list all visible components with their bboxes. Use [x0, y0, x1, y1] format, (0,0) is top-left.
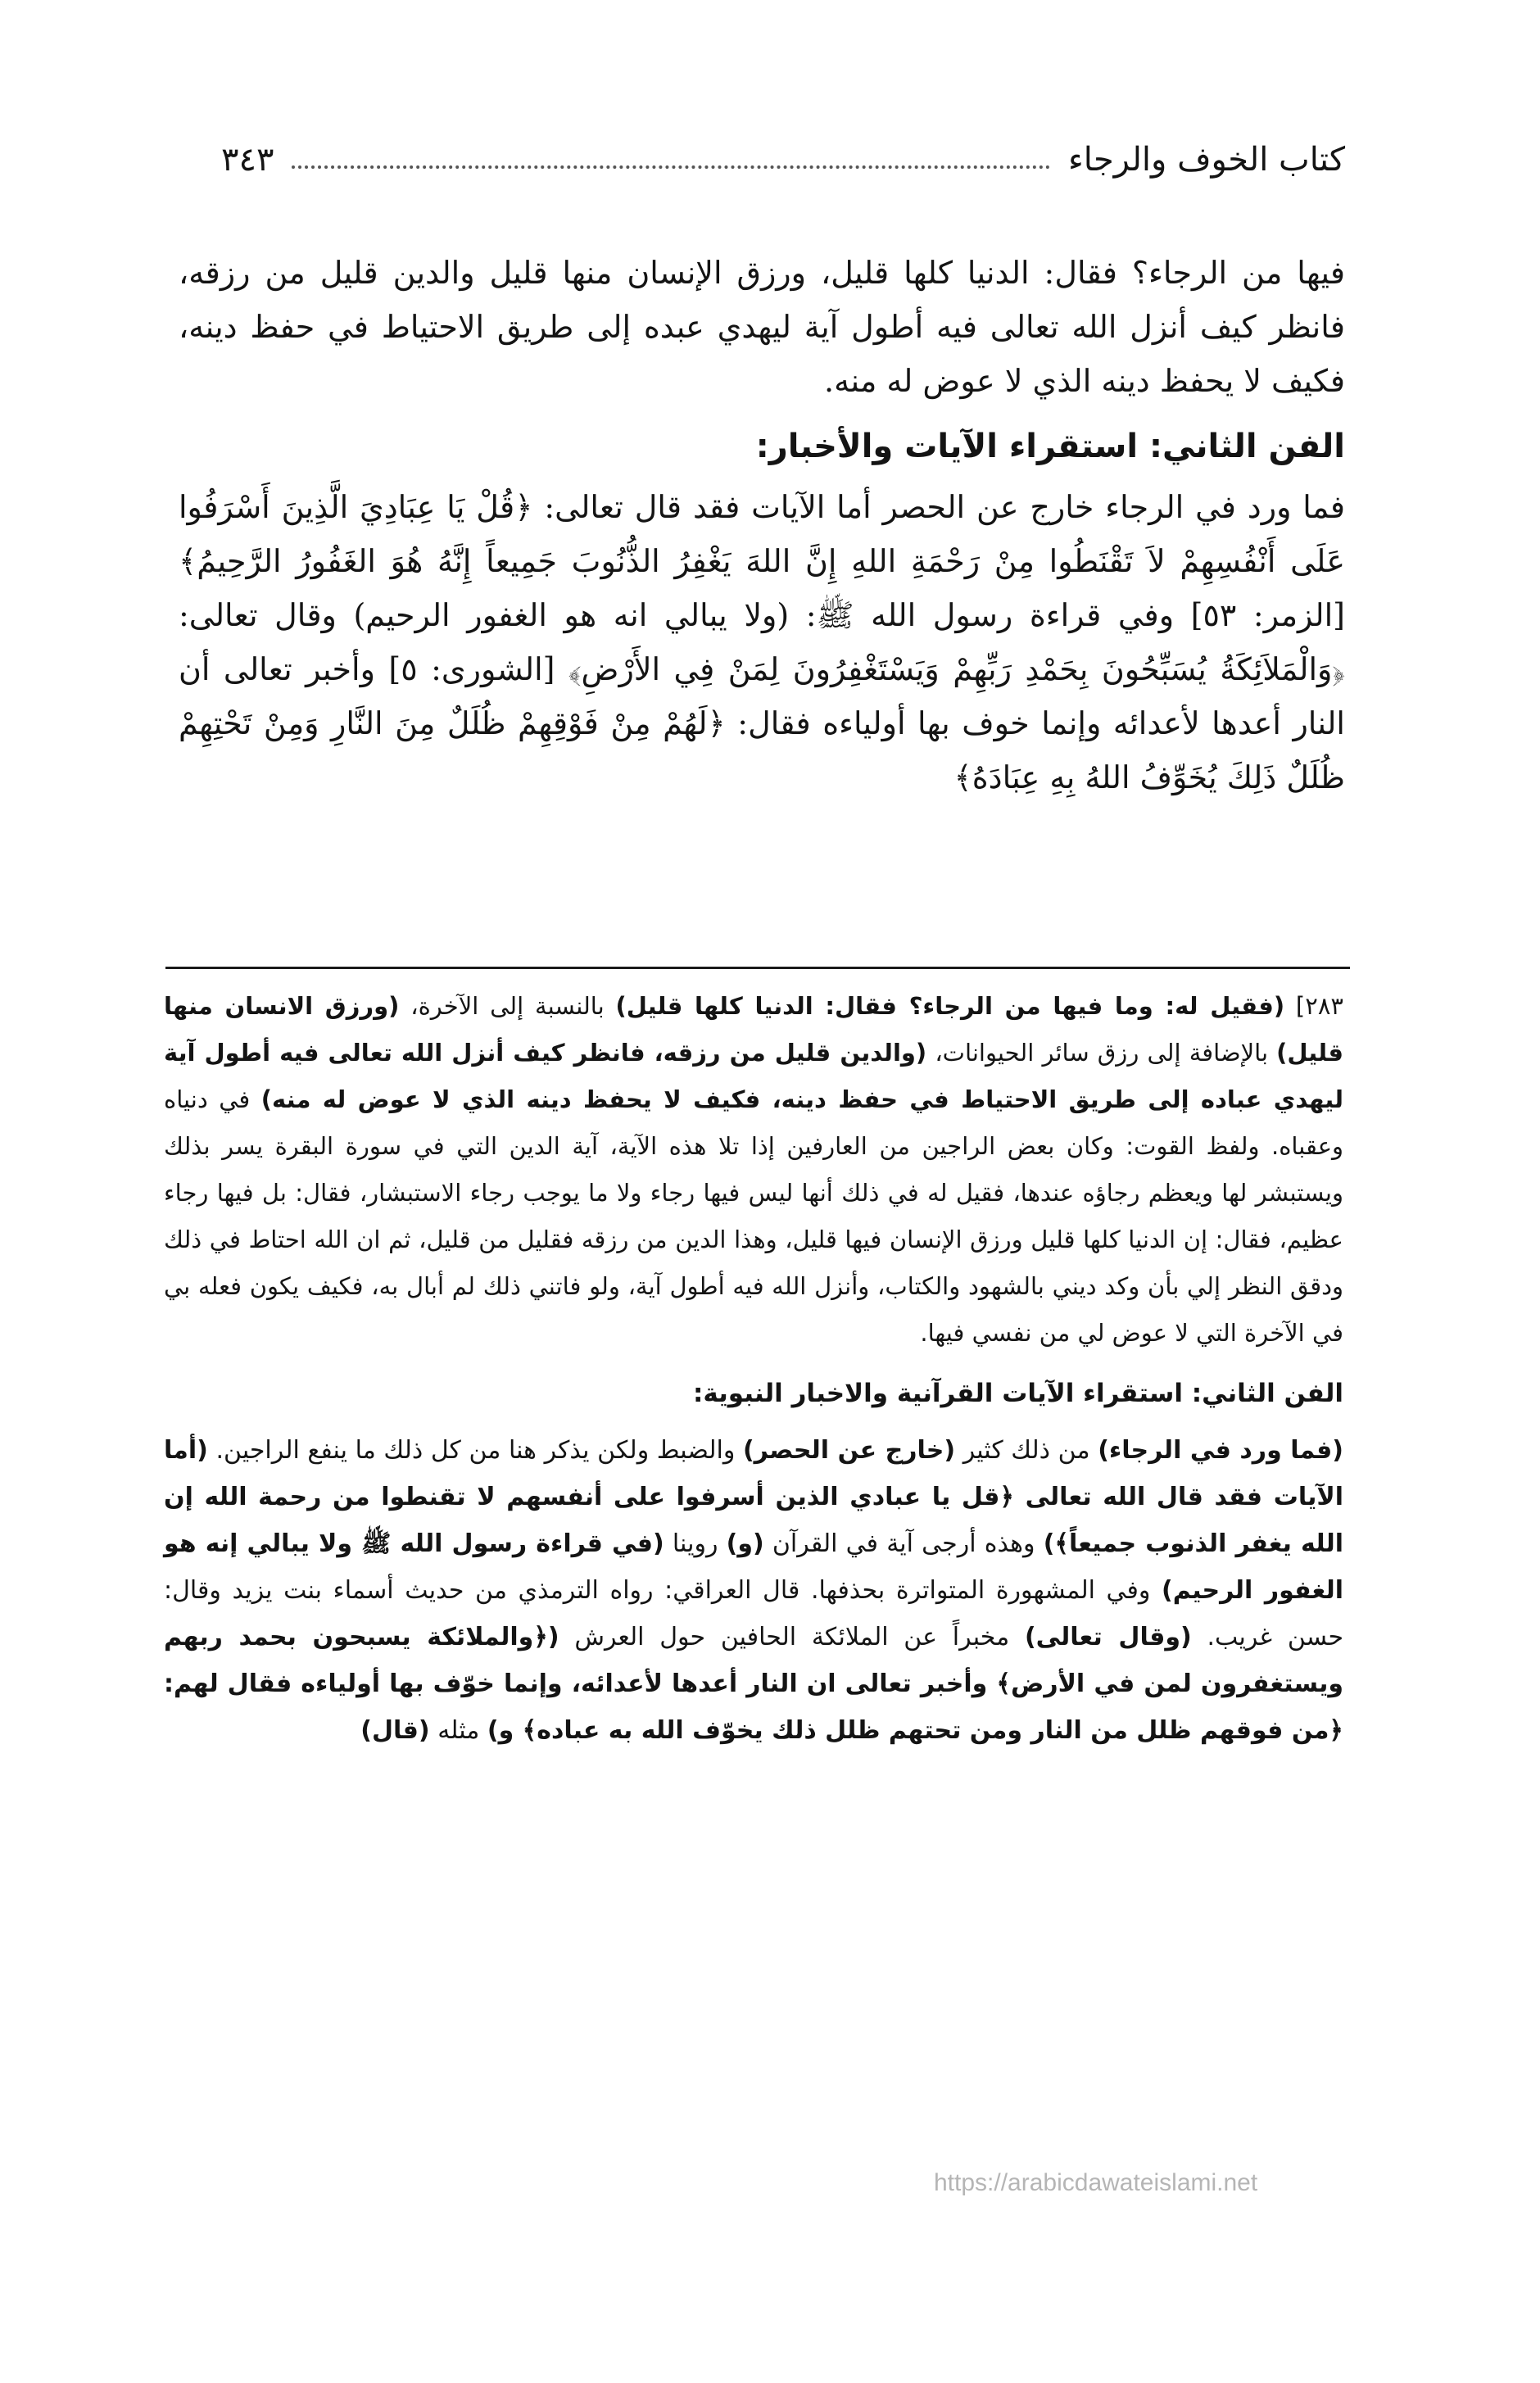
watermark-url: https://arabicdawateislami.net — [934, 2169, 1258, 2196]
footnote-separator — [165, 967, 1350, 969]
quoted-text: (ورزق الانسان منها قليل) — [164, 992, 1343, 1067]
commentary-section — [164, 983, 1343, 1754]
explanation-text: وهذه أرجى آية في القرآن — [763, 1529, 1044, 1558]
commentary-note-283 — [164, 983, 1343, 1357]
running-header — [221, 129, 1345, 179]
explanation-text: والضبط ولكن يذكر هنا من كل ذلك ما ينفع الراجين. — [207, 1436, 743, 1465]
quoted-text: (خارج عن الحصر) — [742, 1436, 956, 1465]
note-number: ٢٨٣] — [1295, 992, 1343, 1020]
main-text — [179, 246, 1345, 804]
explanation-text: مخبراً عن الملائكة الحافين حول العرش — [559, 1623, 1025, 1651]
chapter-title: كتاب الخوف والرجاء — [1067, 141, 1345, 179]
quoted-text: (والدين قليل من رزقه، فانظر كيف أنزل الله تعالى فيه أطول آية ليهدي عباده إلى طريق الاحتياط في حفظ دينه، فكيف لا يحفظ دينه الذي لا عوض له منه) — [164, 1039, 1343, 1113]
explanation-text: في دنياه وعقباه. ولفظ القوت: وكان بعض الراجين من العارفين إذا تلا هذه الآية، آية الدين التي في سورة البقرة يسر بذلك ويستبشر لها ويعظم رجاؤه عندها، فقيل له في ذلك أنها ليس فيها رجاء ولا ما يوجب رجاء الاستبشار، فقال: بل فيها رجاء عظيم، فقال: إن الدنيا كلها قليل ورزق الإنسان فيها قليل، وهذا الدين من رزقه فقليل من قليل، ثم ان الله احتاط في ذلك ودقق النظر إلي بأن وكد ديني بالشهود والكتاب، وأنزل الله فيه أطول آية، ولو فاتني ذلك لم أبال به، فكيف يكون فعله بي في الآخرة التي لا عوض لي من نفسي فيها. — [164, 1085, 1343, 1347]
explanation-text: بالنسبة إلى الآخرة، — [399, 992, 616, 1020]
explanation-text: بالإضافة إلى رزق سائر الحيوانات، — [926, 1039, 1277, 1067]
quoted-text: (و) — [726, 1529, 764, 1558]
quoted-text: (فقيل له: وما فيها من الرجاء؟ فقال: الدنيا كلها قليل) — [615, 992, 1285, 1020]
commentary-paragraph — [164, 1427, 1343, 1754]
quoted-text: (أما الآيات فقد قال الله تعالى ﴿قل يا عبادي الذين أسرفوا على أنفسهم لا تقنطوا من رحمة الله إن الله يغفر الذنوب جميعاً﴾) — [164, 1436, 1343, 1558]
leader-dots — [292, 165, 1050, 169]
main-paragraph-1: فيها من الرجاء؟ فقال: الدنيا كلها قليل، ورزق الإنسان منها قليل والدين قليل من رزقه، فانظر كيف أنزل الله تعالى فيه أطول آية ليهدي عبده إلى طريق الاحتياط في حفظ دينه، فكيف لا يحفظ دينه الذي لا عوض له منه. — [179, 255, 1345, 399]
quoted-text: (فما ورد في الرجاء) — [1098, 1436, 1343, 1465]
explanation-text: وفي المشهورة المتواترة بحذفها. قال العراقي: رواه الترمذي من حديث أسماء بنت يزيد وقال: حسن غريب. — [164, 1576, 1343, 1651]
commentary-heading: الفن الثاني: استقراء الآيات القرآنية والاخبار النبوية: — [692, 1379, 1343, 1408]
main-paragraph-2: فما ورد في الرجاء خارج عن الحصر أما الآيات فقد قال تعالى: ﴿قُلْ يَا عِبَادِيَ الَّذِينَ أَسْرَفُوا عَلَى أَنْفُسِهِمْ لاَ تَقْنَطُوا مِنْ رَحْمَةِ اللهِ إِنَّ اللهَ يَغْفِرُ الذُّنُوبَ جَمِيعاً إِنَّهُ هُوَ الغَفُورُ الرَّحِيمُ﴾ [الزمر: ٥٣] وفي قراءة رسول الله ﷺ: (ولا يبالي انه هو الغفور الرحيم) وقال تعالى: ﴿وَالْمَلاَئِكَةُ يُسَبِّحُونَ بِحَمْدِ رَبِّهِمْ وَيَسْتَغْفِرُونَ لِمَنْ فِي الأَرْضِ﴾ [الشورى: ٥] وأخبر تعالى أن النار أعدها لأعدائه وإنما خوف بها أولياءه فقال: ﴿لَهُمْ مِنْ فَوْقِهِمْ ظُلَلٌ مِنَ النَّارِ وَمِنْ تَحْتِهِمْ ظُلَلٌ ذَلِكَ يُخَوِّفُ اللهُ بِهِ عِبَادَهُ﴾ — [179, 489, 1345, 795]
explanation-text: روينا — [664, 1529, 727, 1558]
explanation-text: مثله — [429, 1716, 487, 1745]
quoted-text: (قال) — [360, 1716, 430, 1745]
section-heading: الفن الثاني: استقراء الآيات والأخبار: — [755, 428, 1345, 465]
quoted-text: (وقال تعالى) — [1024, 1623, 1192, 1651]
quoted-text: (﴿والملائكة يسبحون بحمد ربهم ويستغفرون لمن في الأرض﴾ وأخبر تعالى ان النار أعدها لأعدائه، وإنما خوّف بها أولياءه فقال لهم: ﴿من فوقهم ظلل من النار ومن تحتهم ظلل ذلك يخوّف الله به عباده﴾ و) — [164, 1623, 1343, 1745]
quoted-text: (في قراءة رسول الله ﷺ ولا يبالي إنه هو الغفور الرحيم) — [164, 1529, 1343, 1605]
page-number: ٣٤٣ — [221, 141, 274, 179]
commentary-body — [164, 1427, 1343, 1754]
explanation-text: من ذلك كثير — [955, 1436, 1098, 1465]
